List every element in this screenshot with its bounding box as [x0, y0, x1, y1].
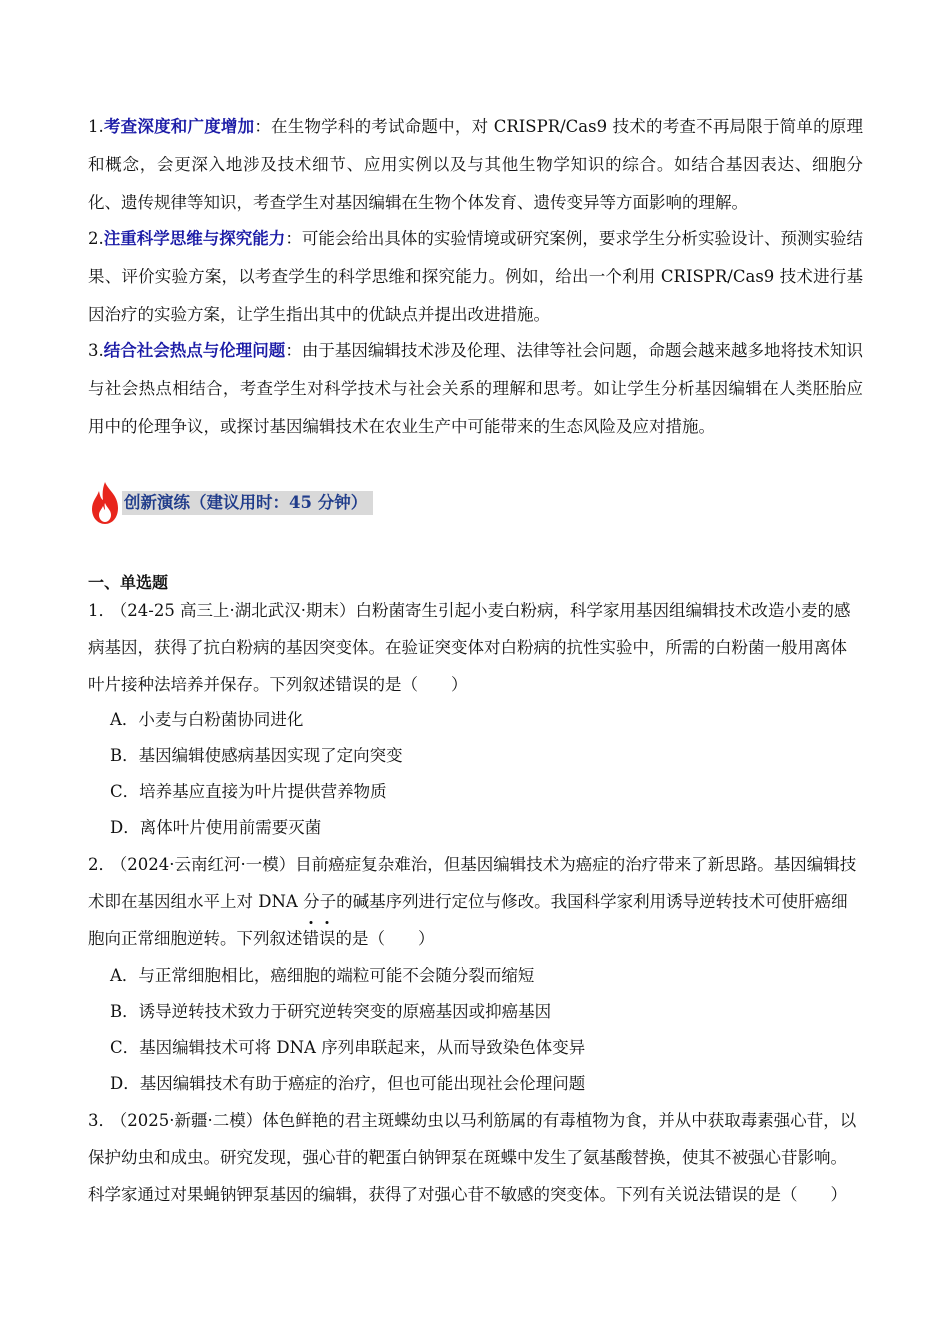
question-1-option-b: B．基因编辑使感病基因实现了定向突变 — [110, 746, 403, 765]
intro-number: 3. — [88, 341, 104, 360]
question-1-option-a: A．小麦与白粉菌协同进化 — [110, 710, 304, 729]
intro-number: 2. — [88, 229, 104, 248]
question-text: （2025·新疆·二模）体色鲜艳的君主斑蝶幼虫以马利筋属的有毒植物为食，并从中获取毒素强心苷，以保护幼虫和成虫。研究发现，强心苷的靶蛋白钠钾泵在斑蝶中发生了氨基酸替换，使其不被强心苷影响。科学家通过对果蝇钠钾泵基因的编辑，获得了对强心苷不敏感的突变体。下列有关说法错误的是（ ） — [88, 1111, 857, 1204]
question-1-option-c: C．培养基应直接为叶片提供营养物质 — [110, 782, 387, 801]
question-1-stem — [88, 592, 863, 703]
intro-heading: 注重科学思维与探究能力 — [103, 229, 286, 248]
flame-icon — [88, 481, 122, 525]
practice-banner — [88, 480, 373, 526]
intro-heading: 考查深度和广度增加 — [103, 117, 255, 136]
question-number: 1． — [88, 601, 115, 620]
intro-paragraph-3 — [88, 332, 863, 446]
question-3-stem — [88, 1102, 863, 1213]
banner-title: 创新演练（建议用时：45 分钟） — [122, 491, 373, 515]
question-number: 3． — [88, 1111, 115, 1130]
question-1-option-d: D．离体叶片使用前需要灭菌 — [110, 818, 322, 837]
intro-text: ：由于基因编辑技术涉及伦理、法律等社会问题，命题会越来越多地将技术知识与社会热点相结合，考查学生对科学技术与社会关系的理解和思考。如让学生分析基因编辑在人类胚胎应用中的伦理争议，或探讨基因编辑技术在农业生产中可能带来的生态风险及应对措施。 — [88, 341, 864, 436]
emphasized-text: 错误 — [302, 929, 336, 948]
section-title: 一、单选题 — [88, 573, 169, 592]
emphasized-word — [303, 929, 336, 948]
question-text: （24-25 高三上·湖北武汉·期末）白粉菌寄生引起小麦白粉病，科学家用基因组编辑技术改造小麦的感病基因，获得了抗白粉病的基因突变体。在验证突变体对白粉病的抗性实验中，所需的白粉菌一般用离体叶片接种法培养并保存。下列叙述错误的是（ ） — [88, 601, 851, 694]
question-number: 2． — [88, 855, 115, 874]
intro-paragraph-1 — [88, 108, 863, 222]
question-text: （2024·云南红河·一模）目前癌症复杂难治，但基因编辑技术为癌症的治疗带来了新思路。基因编辑技术即在基因组水平上对 DNA 分子的碱基序列进行定位与修改。我国科学家利用诱导逆转技术可使肝癌细胞向正常细胞逆转。下列叙述 — [88, 855, 857, 948]
question-2-option-b: B．诱导逆转技术致力于研究逆转突变的原癌基因或抑癌基因 — [110, 1002, 552, 1021]
intro-number: 1. — [88, 117, 104, 136]
intro-heading: 结合社会热点与伦理问题 — [103, 341, 286, 360]
intro-text: ：在生物学科的考试命题中，对 CRISPR/Cas9 技术的考查不再局限于简单的原理和概念，会更深入地涉及技术细节、应用实例以及与其他生物学知识的综合。如结合基因表达、细胞分化、遗传规律等知识，考查学生对基因编辑在生物个体发育、遗传变异等方面影响的理解。 — [88, 117, 863, 212]
intro-text: ：可能会给出具体的实验情境或研究案例，要求学生分析实验设计、预测实验结果、评价实验方案，以考查学生的科学思维和探究能力。例如，给出一个利用 CRISPR/Cas9 技术进行基因治疗的实验方案，让学生指出其中的优缺点并提出改进措施。 — [88, 229, 864, 324]
question-2-option-c: C．基因编辑技术可将 DNA 序列串联起来，从而导致染色体变异 — [110, 1038, 586, 1057]
question-2-option-d: D．基因编辑技术有助于癌症的治疗，但也可能出现社会伦理问题 — [110, 1074, 586, 1093]
question-2-stem — [88, 846, 863, 957]
question-2-option-a: A．与正常细胞相比，癌细胞的端粒可能不会随分裂而缩短 — [110, 966, 535, 985]
question-text-end: 的是（ ） — [335, 929, 435, 948]
intro-paragraph-2 — [88, 220, 863, 334]
